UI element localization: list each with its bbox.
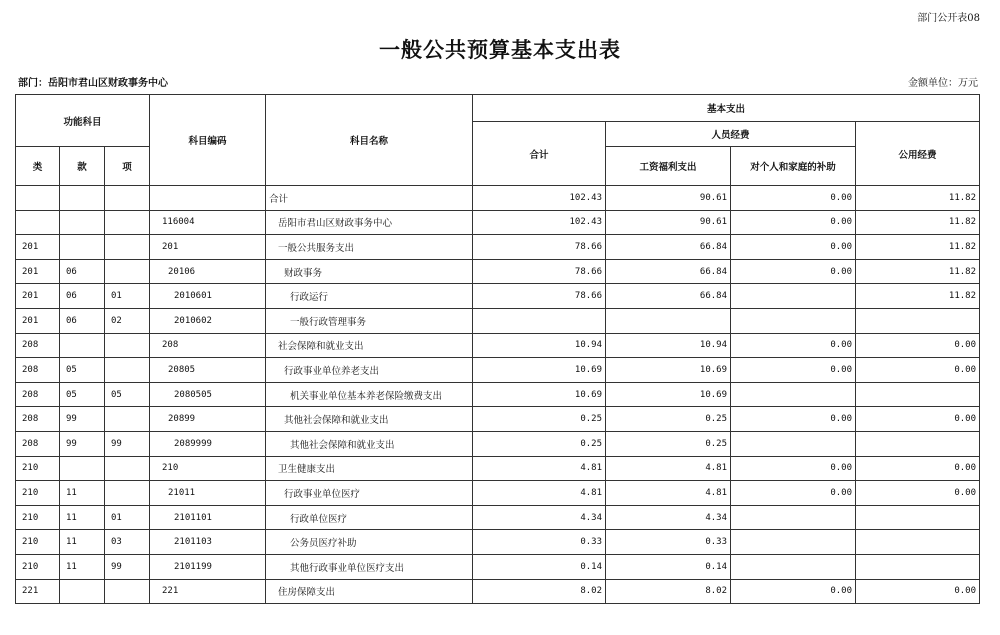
cell-subject-code: 2080505 — [150, 382, 266, 407]
table-row — [16, 308, 980, 333]
department-label: 部门：岳阳市君山区财政事务中心 — [18, 78, 168, 89]
cell-kuan: 05 — [60, 358, 105, 383]
table-body — [16, 186, 980, 604]
cell-xiang — [105, 481, 150, 506]
header-func-subject: 功能科目 — [16, 95, 150, 147]
cell-lei — [16, 210, 60, 235]
cell-total: 8.02 — [473, 579, 606, 604]
cell-kuan: 99 — [60, 407, 105, 432]
header-personnel: 人员经费 — [606, 122, 856, 147]
cell-kuan: 99 — [60, 431, 105, 456]
cell-public-expense: 0.00 — [856, 481, 980, 506]
cell-salary: 8.02 — [606, 579, 731, 604]
cell-public-expense: 0.00 — [856, 358, 980, 383]
cell-subject-name: 社会保障和就业支出 — [266, 333, 473, 358]
cell-kuan — [60, 235, 105, 260]
header-subsidy: 对个人和家庭的补助 — [731, 147, 856, 186]
cell-subject-name: 行政运行 — [266, 284, 473, 309]
cell-salary: 0.25 — [606, 407, 731, 432]
cell-total: 78.66 — [473, 259, 606, 284]
cell-subject-name: 行政事业单位医疗 — [266, 481, 473, 506]
cell-lei: 208 — [16, 382, 60, 407]
cell-subject-code: 20805 — [150, 358, 266, 383]
cell-subject-code: 221 — [150, 579, 266, 604]
cell-xiang — [105, 456, 150, 481]
cell-total: 78.66 — [473, 235, 606, 260]
cell-kuan: 06 — [60, 259, 105, 284]
cell-salary: 90.61 — [606, 186, 731, 211]
cell-lei: 201 — [16, 308, 60, 333]
cell-salary: 90.61 — [606, 210, 731, 235]
cell-lei: 201 — [16, 259, 60, 284]
cell-total: 4.81 — [473, 456, 606, 481]
cell-salary: 0.14 — [606, 554, 731, 579]
cell-total: 102.43 — [473, 186, 606, 211]
table-row — [16, 530, 980, 555]
cell-total: 0.25 — [473, 407, 606, 432]
cell-xiang: 02 — [105, 308, 150, 333]
cell-lei: 210 — [16, 481, 60, 506]
cell-lei: 208 — [16, 431, 60, 456]
page-title: 一般公共预算基本支出表 — [379, 37, 621, 62]
cell-subject-code: 20899 — [150, 407, 266, 432]
cell-subject-name: 住房保障支出 — [266, 579, 473, 604]
cell-subsidy: 0.00 — [731, 333, 856, 358]
cell-subject-code: 116004 — [150, 210, 266, 235]
table-row — [16, 210, 980, 235]
cell-xiang — [105, 210, 150, 235]
table-row — [16, 284, 980, 309]
cell-public-expense — [856, 382, 980, 407]
cell-subject-name: 其他社会保障和就业支出 — [266, 407, 473, 432]
table-row — [16, 358, 980, 383]
cell-salary: 10.69 — [606, 358, 731, 383]
cell-lei: 208 — [16, 333, 60, 358]
cell-xiang — [105, 235, 150, 260]
cell-lei: 201 — [16, 235, 60, 260]
cell-public-expense — [856, 530, 980, 555]
cell-xiang: 99 — [105, 554, 150, 579]
cell-public-expense — [856, 505, 980, 530]
table-row — [16, 579, 980, 604]
cell-subsidy — [731, 382, 856, 407]
cell-total: 102.43 — [473, 210, 606, 235]
cell-salary: 0.33 — [606, 530, 731, 555]
cell-kuan: 11 — [60, 481, 105, 506]
header-xiang: 项 — [105, 147, 150, 186]
cell-public-expense: 11.82 — [856, 186, 980, 211]
cell-lei: 210 — [16, 554, 60, 579]
cell-xiang — [105, 407, 150, 432]
cell-public-expense: 11.82 — [856, 284, 980, 309]
cell-public-expense: 11.82 — [856, 235, 980, 260]
budget-table — [15, 94, 980, 604]
cell-salary: 4.81 — [606, 456, 731, 481]
table-row — [16, 235, 980, 260]
cell-subject-name: 合计 — [266, 186, 473, 211]
cell-salary: 10.69 — [606, 382, 731, 407]
cell-total: 10.69 — [473, 382, 606, 407]
cell-subsidy — [731, 554, 856, 579]
header-basic-expense: 基本支出 — [473, 95, 980, 122]
cell-kuan: 06 — [60, 284, 105, 309]
cell-salary: 4.34 — [606, 505, 731, 530]
cell-subject-name: 一般行政管理事务 — [266, 308, 473, 333]
cell-total — [473, 308, 606, 333]
cell-total: 10.69 — [473, 358, 606, 383]
form-number: 部门公开表08 — [917, 13, 980, 24]
cell-subject-code: 21011 — [150, 481, 266, 506]
cell-subject-name: 公务员医疗补助 — [266, 530, 473, 555]
table-row — [16, 481, 980, 506]
cell-subsidy: 0.00 — [731, 579, 856, 604]
cell-subject-code: 208 — [150, 333, 266, 358]
header-salary: 工资福利支出 — [606, 147, 731, 186]
cell-xiang: 05 — [105, 382, 150, 407]
cell-subject-code: 2101199 — [150, 554, 266, 579]
cell-public-expense: 0.00 — [856, 579, 980, 604]
cell-total: 10.94 — [473, 333, 606, 358]
header-public-expense: 公用经费 — [856, 122, 980, 186]
cell-subsidy: 0.00 — [731, 235, 856, 260]
cell-total: 0.14 — [473, 554, 606, 579]
cell-xiang — [105, 333, 150, 358]
cell-subject-name: 行政单位医疗 — [266, 505, 473, 530]
header-total: 合计 — [473, 122, 606, 186]
cell-total: 4.81 — [473, 481, 606, 506]
cell-subsidy — [731, 505, 856, 530]
cell-xiang: 99 — [105, 431, 150, 456]
table-row — [16, 407, 980, 432]
table-row — [16, 554, 980, 579]
cell-subsidy — [731, 308, 856, 333]
cell-subject-name: 岳阳市君山区财政事务中心 — [266, 210, 473, 235]
cell-lei: 221 — [16, 579, 60, 604]
header-lei: 类 — [16, 147, 60, 186]
amount-unit-label: 金额单位：万元 — [908, 78, 978, 89]
cell-public-expense: 0.00 — [856, 333, 980, 358]
cell-subject-code: 2010601 — [150, 284, 266, 309]
cell-xiang — [105, 358, 150, 383]
cell-subsidy: 0.00 — [731, 186, 856, 211]
cell-xiang — [105, 579, 150, 604]
cell-kuan — [60, 333, 105, 358]
cell-kuan — [60, 210, 105, 235]
cell-kuan: 05 — [60, 382, 105, 407]
cell-kuan — [60, 579, 105, 604]
cell-subject-name: 行政事业单位养老支出 — [266, 358, 473, 383]
cell-public-expense: 11.82 — [856, 210, 980, 235]
table-row — [16, 505, 980, 530]
cell-kuan: 11 — [60, 530, 105, 555]
cell-subject-name: 其他行政事业单位医疗支出 — [266, 554, 473, 579]
cell-xiang: 01 — [105, 284, 150, 309]
cell-public-expense: 0.00 — [856, 407, 980, 432]
cell-subsidy: 0.00 — [731, 407, 856, 432]
cell-subject-name: 卫生健康支出 — [266, 456, 473, 481]
table-row — [16, 186, 980, 211]
header-subject-code: 科目编码 — [150, 95, 266, 186]
cell-subject-code: 20106 — [150, 259, 266, 284]
cell-lei — [16, 186, 60, 211]
table-row — [16, 333, 980, 358]
cell-total: 4.34 — [473, 505, 606, 530]
cell-salary: 66.84 — [606, 284, 731, 309]
cell-public-expense — [856, 554, 980, 579]
cell-subject-name: 机关事业单位基本养老保险缴费支出 — [266, 382, 473, 407]
cell-subject-code: 2010602 — [150, 308, 266, 333]
header-subject-name: 科目名称 — [266, 95, 473, 186]
cell-subject-name: 财政事务 — [266, 259, 473, 284]
cell-public-expense — [856, 308, 980, 333]
cell-total: 0.25 — [473, 431, 606, 456]
cell-kuan — [60, 186, 105, 211]
cell-subject-name: 其他社会保障和就业支出 — [266, 431, 473, 456]
cell-subject-code: 201 — [150, 235, 266, 260]
cell-subsidy — [731, 431, 856, 456]
cell-public-expense: 0.00 — [856, 456, 980, 481]
cell-subsidy — [731, 530, 856, 555]
cell-salary: 4.81 — [606, 481, 731, 506]
cell-subject-code: 2101101 — [150, 505, 266, 530]
table-row — [16, 259, 980, 284]
cell-xiang — [105, 186, 150, 211]
cell-kuan: 11 — [60, 505, 105, 530]
cell-subsidy: 0.00 — [731, 210, 856, 235]
table-row — [16, 382, 980, 407]
header-kuan: 款 — [60, 147, 105, 186]
cell-lei: 208 — [16, 407, 60, 432]
cell-subject-code: 2089999 — [150, 431, 266, 456]
cell-public-expense — [856, 431, 980, 456]
cell-subsidy: 0.00 — [731, 456, 856, 481]
cell-total: 78.66 — [473, 284, 606, 309]
cell-salary: 66.84 — [606, 259, 731, 284]
cell-kuan: 11 — [60, 554, 105, 579]
cell-salary: 0.25 — [606, 431, 731, 456]
cell-salary: 66.84 — [606, 235, 731, 260]
cell-subject-code — [150, 186, 266, 211]
cell-salary: 10.94 — [606, 333, 731, 358]
cell-subject-code: 210 — [150, 456, 266, 481]
cell-lei: 210 — [16, 505, 60, 530]
cell-lei: 208 — [16, 358, 60, 383]
cell-lei: 201 — [16, 284, 60, 309]
cell-kuan: 06 — [60, 308, 105, 333]
table-row — [16, 456, 980, 481]
cell-subject-name: 一般公共服务支出 — [266, 235, 473, 260]
cell-lei: 210 — [16, 456, 60, 481]
cell-xiang: 01 — [105, 505, 150, 530]
cell-kuan — [60, 456, 105, 481]
table-row — [16, 431, 980, 456]
cell-subsidy: 0.00 — [731, 358, 856, 383]
cell-public-expense: 11.82 — [856, 259, 980, 284]
cell-subsidy: 0.00 — [731, 481, 856, 506]
cell-xiang: 03 — [105, 530, 150, 555]
cell-lei: 210 — [16, 530, 60, 555]
cell-salary — [606, 308, 731, 333]
cell-subsidy — [731, 284, 856, 309]
cell-subject-code: 2101103 — [150, 530, 266, 555]
cell-xiang — [105, 259, 150, 284]
cell-subsidy: 0.00 — [731, 259, 856, 284]
cell-total: 0.33 — [473, 530, 606, 555]
